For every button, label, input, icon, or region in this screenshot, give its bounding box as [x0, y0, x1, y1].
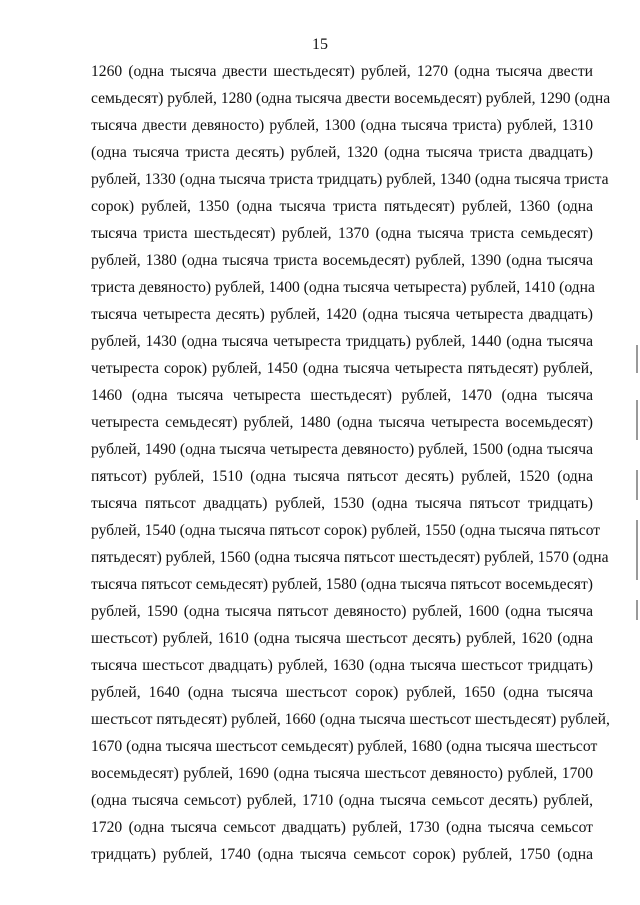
text-line: тысяча двести девяносто) рублей, 1300 (одна тысяча триста) рублей, 1310: [91, 117, 593, 134]
text-line: (одна тысяча семьсот) рублей, 1710 (одна тысяча семьсот десять) рублей,: [91, 792, 593, 809]
text-line: четыреста сорок) рублей, 1450 (одна тысяча четыреста пятьдесят) рублей,: [91, 360, 593, 377]
text-line: пятьдесят) рублей, 1560 (одна тысяча пятьсот шестьдесят) рублей, 1570 (одна: [91, 549, 609, 566]
text-line: шестьсот пятьдесят) рублей, 1660 (одна тысяча шестьсот шестьдесят) рублей,: [91, 711, 610, 728]
text-line: тысяча триста шестьдесят) рублей, 1370 (одна тысяча триста семьдесят): [91, 225, 593, 242]
text-line: пятьсот) рублей, 1510 (одна тысяча пятьсот десять) рублей, 1520 (одна: [91, 468, 593, 485]
text-line: рублей, 1540 (одна тысяча пятьсот сорок) рублей, 1550 (одна тысяча пятьсот: [91, 522, 601, 539]
text-line: сорок) рублей, 1350 (одна тысяча триста пятьдесят) рублей, 1360 (одна: [91, 198, 593, 215]
text-line: рублей, 1640 (одна тысяча шестьсот сорок) рублей, 1650 (одна тысяча: [91, 684, 593, 701]
scan-edge-mark: [636, 520, 638, 580]
text-line: 1460 (одна тысяча четыреста шестьдесят) рублей, 1470 (одна тысяча: [91, 387, 593, 404]
text-line: триста девяносто) рублей, 1400 (одна тысяча четыреста) рублей, 1410 (одна: [91, 279, 595, 296]
text-line: рублей, 1430 (одна тысяча четыреста тридцать) рублей, 1440 (одна тысяча: [91, 333, 593, 350]
text-line: рублей, 1330 (одна тысяча триста тридцать) рублей, 1340 (одна тысяча триста: [91, 171, 609, 188]
scan-edge-mark: [636, 400, 638, 440]
text-line: тысяча пятьсот двадцать) рублей, 1530 (одна тысяча пятьсот тридцать): [91, 495, 593, 512]
text-line: семьдесят) рублей, 1280 (одна тысяча двести восемьдесят) рублей, 1290 (одна: [91, 90, 611, 107]
text-line: тысяча четыреста десять) рублей, 1420 (одна тысяча четыреста двадцать): [91, 306, 593, 323]
text-line: рублей, 1590 (одна тысяча пятьсот девяносто) рублей, 1600 (одна тысяча: [91, 603, 593, 620]
text-line: шестьсот) рублей, 1610 (одна тысяча шестьсот десять) рублей, 1620 (одна: [91, 630, 593, 647]
text-line: 1720 (одна тысяча семьсот двадцать) рублей, 1730 (одна тысяча семьсот: [91, 819, 593, 836]
text-line: (одна тысяча триста десять) рублей, 1320 (одна тысяча триста двадцать): [91, 144, 593, 161]
page-number: 15: [312, 36, 328, 53]
text-line: тридцать) рублей, 1740 (одна тысяча семьсот сорок) рублей, 1750 (одна: [91, 846, 593, 863]
text-line: рублей, 1380 (одна тысяча триста восемьдесят) рублей, 1390 (одна тысяча: [91, 252, 593, 269]
text-line: восемьдесят) рублей, 1690 (одна тысяча шестьсот девяносто) рублей, 1700: [91, 765, 593, 782]
text-line: тысяча пятьсот семьдесят) рублей, 1580 (одна тысяча пятьсот восемьдесят): [91, 576, 593, 593]
text-line: четыреста семьдесят) рублей, 1480 (одна тысяча четыреста восемьдесят): [91, 414, 593, 431]
text-line: тысяча шестьсот двадцать) рублей, 1630 (одна тысяча шестьсот тридцать): [91, 657, 593, 674]
text-line: 1670 (одна тысяча шестьсот семьдесят) рублей, 1680 (одна тысяча шестьсот: [91, 738, 598, 755]
scan-edge-mark: [636, 600, 638, 620]
scan-edge-mark: [636, 470, 638, 500]
scan-edge-mark: [636, 345, 638, 373]
text-line: 1260 (одна тысяча двести шестьдесят) рублей, 1270 (одна тысяча двести: [91, 63, 593, 80]
body-text: [91, 58, 611, 868]
text-line: рублей, 1490 (одна тысяча четыреста девяносто) рублей, 1500 (одна тысяча: [91, 441, 593, 458]
